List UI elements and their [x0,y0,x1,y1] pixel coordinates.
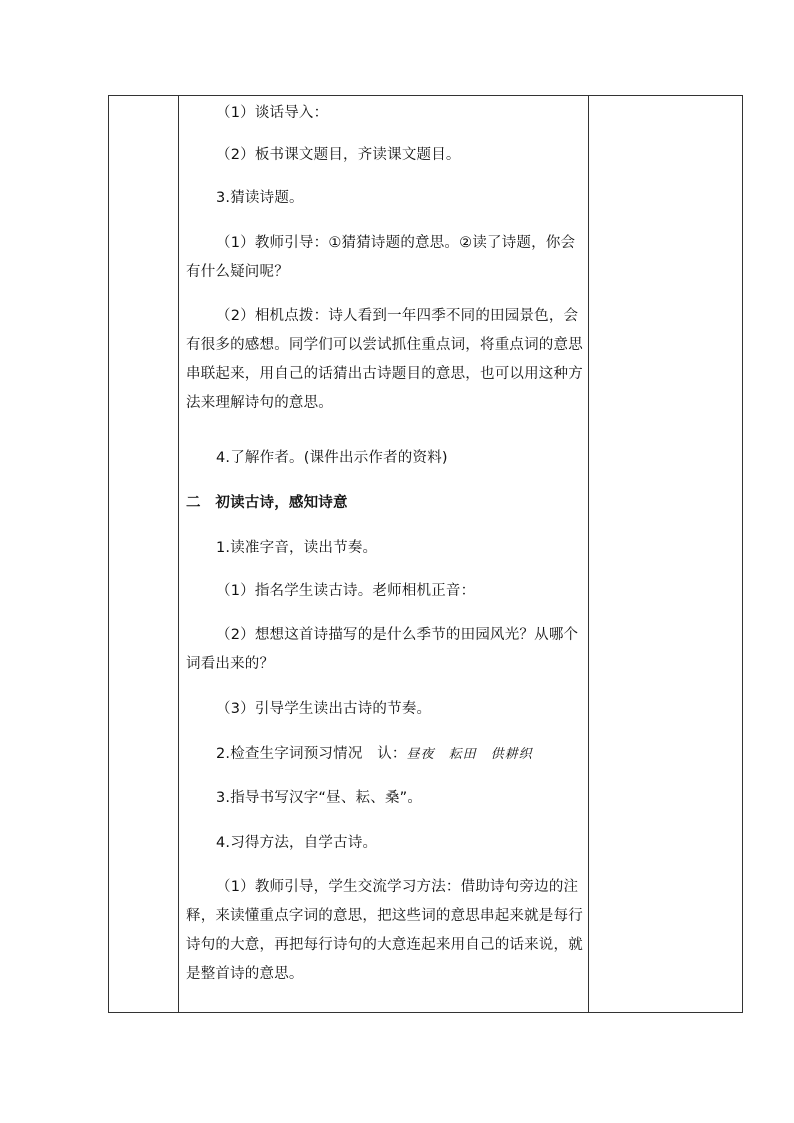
paragraph-author: 4.了解作者。(课件出示作者的资料) [216,450,448,466]
paragraph-teacher-guide: （1）教师引导：①猜猜诗题的意思。②读了诗题，你会有什么疑问呢？ [186,235,576,280]
paragraph-guess-title: 3.猜读诗题。 [216,190,304,206]
section-heading-2: 二 初读古诗，感知诗意 [186,495,348,511]
check-words-text: 2.检查生字词预习情况 认： [216,746,407,762]
table-cell-right [589,96,742,1012]
handwritten-words: 昼夜 耘田 供耕织 [406,747,533,762]
paragraph-hint: （2）相机点拨：诗人看到一年四季不同的田园景色，会有很多的感想。同学们可以尝试抓住重点词，将重点词的意思串联起来，用自己的话猜出古诗题目的意思，也可以用这种方法来理解诗句的意思。 [186,308,583,411]
paragraph-self-study: 4.习得方法，自学古诗。 [216,835,378,851]
paragraph-read-aloud: （1）指名学生读古诗。老师相机正音： [216,583,476,599]
paragraph-writing: 3.指导书写汉字“昼、耘、桑”。 [216,790,423,806]
paragraph-season: （2）想想这首诗描写的是什么季节的田园风光？从哪个词看出来的？ [186,627,579,672]
paragraph-method: （1）教师引导，学生交流学习方法：借助诗句旁边的注释，来读懂重点字词的意思，把这些词的意思串起来就是每行诗句的大意，再把每行诗句的大意连起来用自己的话来说，就是整首诗的意思。 [186,879,583,982]
table-cell-left [109,96,178,1012]
paragraph-board-title: （2）板书课文题目，齐读课文题目。 [216,147,461,163]
paragraph-talk-intro: （1）谈话导入： [216,105,329,121]
column-divider-left [178,96,179,1012]
paragraph-rhythm: （3）引导学生读出古诗的节奏。 [216,701,432,717]
paragraph-check-words [186,740,584,769]
paragraph-read-sound: 1.读准字音，读出节奏。 [216,540,378,556]
